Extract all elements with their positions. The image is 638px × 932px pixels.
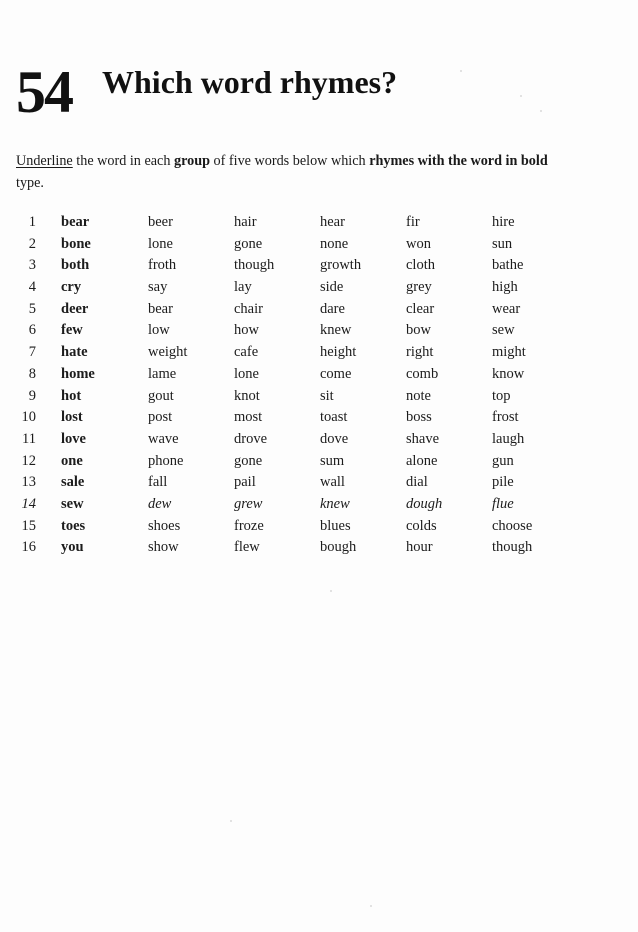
word-option[interactable]: dew [148,495,172,512]
table-row [0,537,638,559]
word-option[interactable]: though [234,257,275,274]
word-option[interactable]: wear [492,300,521,317]
word-option[interactable]: low [148,322,170,339]
row-number: 1 [28,214,36,230]
word-option[interactable]: high [492,279,518,296]
table-row [0,407,638,429]
table-row [0,299,638,321]
paper-speck [520,95,522,97]
word-option[interactable]: froth [148,257,177,274]
word-option[interactable]: lay [234,279,252,296]
word-option[interactable]: chair [234,300,263,317]
bold-key-word: bear [61,214,90,230]
word-option[interactable]: frost [492,409,519,426]
word-option[interactable]: sun [492,235,513,252]
word-option[interactable]: knew [320,322,352,339]
word-option[interactable]: show [148,539,179,556]
table-row [0,320,638,342]
word-option[interactable]: bathe [492,257,524,274]
word-option[interactable]: froze [234,517,264,534]
instruction-keyword-group: group [173,153,210,169]
row-number: 11 [22,430,36,447]
table-row [0,451,638,473]
table-row [0,212,638,234]
row-number: 7 [28,344,36,361]
word-option[interactable]: laugh [492,430,525,447]
word-option[interactable]: dare [320,300,345,317]
paper-speck [370,905,372,907]
word-option[interactable]: lone [148,235,173,252]
word-option[interactable]: cloth [406,257,435,274]
word-option[interactable]: know [492,365,525,382]
bold-key-word: hate [61,344,88,361]
row-number: 9 [28,387,36,404]
row-number: 12 [21,452,36,469]
instruction-text: of five words below which [210,153,370,169]
word-option[interactable]: hear [320,214,345,230]
word-table [0,212,638,559]
word-option[interactable]: pail [234,474,256,491]
row-number: 16 [21,539,36,556]
row-number: 5 [28,300,36,317]
row-number: 8 [28,365,36,382]
word-option[interactable]: bough [320,539,357,556]
bold-key-word: sew [61,495,84,512]
row-number: 10 [21,409,36,426]
word-option[interactable]: comb [406,365,439,382]
bold-key-word: deer [61,300,89,317]
row-number: 4 [28,279,36,296]
word-option[interactable]: come [320,365,352,382]
bold-key-word: lost [61,409,83,426]
word-option[interactable]: weight [148,344,188,361]
word-option[interactable]: drove [234,430,268,447]
word-option[interactable]: right [406,344,434,361]
word-option[interactable]: knot [234,387,260,404]
word-option[interactable]: toast [320,409,348,426]
word-option[interactable]: sit [320,387,334,404]
word-option[interactable]: grey [406,279,432,296]
word-option[interactable]: sum [320,452,345,469]
word-option[interactable]: say [148,279,168,296]
paper-speck [230,820,232,822]
word-option[interactable]: knew [320,495,350,512]
word-option[interactable]: how [234,322,259,339]
bold-key-word: one [61,452,83,469]
word-option[interactable]: fall [148,474,168,491]
table-row [0,429,638,451]
table-row [0,342,638,364]
word-option[interactable]: wall [320,474,345,491]
word-option[interactable]: won [406,235,431,252]
instructions [16,150,576,194]
bold-key-word: you [61,539,84,556]
word-option[interactable]: most [234,409,263,426]
word-option[interactable]: pile [492,474,514,491]
bold-key-word: hot [61,387,82,404]
row-number: 14 [21,495,36,512]
word-option[interactable]: post [148,409,173,426]
word-option[interactable]: flue [492,495,514,512]
word-option[interactable]: might [492,344,526,361]
paper-speck [540,110,542,112]
paper-speck [460,70,462,72]
row-number: 3 [28,257,36,274]
word-option[interactable]: gone [234,235,263,252]
word-option[interactable]: gone [234,452,263,469]
table-row [0,277,638,299]
word-option[interactable]: shave [406,430,440,447]
word-option[interactable]: though [492,539,533,556]
word-option[interactable]: cafe [234,344,259,361]
row-number: 15 [21,517,36,534]
paper-speck [330,590,332,592]
page-title: Which word rhymes? [102,64,398,100]
word-option[interactable]: dove [320,430,349,447]
bold-key-word: few [61,322,83,339]
table-row [0,494,638,516]
word-option[interactable]: shoes [148,517,181,534]
word-option[interactable]: grew [234,495,263,512]
word-option[interactable]: height [320,344,357,361]
word-option[interactable]: side [320,279,344,296]
word-option[interactable]: none [320,235,349,252]
instruction-keyword-underline: Underline [16,153,73,169]
instruction-keyword-rhymes: rhymes with the word in bold [369,153,548,169]
word-option[interactable]: note [406,387,431,404]
row-number: 2 [28,235,36,252]
word-option[interactable]: beer [148,214,173,230]
word-option[interactable]: gout [148,387,174,404]
word-option[interactable]: colds [406,517,437,534]
word-option[interactable]: flew [234,539,260,556]
word-option[interactable]: hour [406,539,433,556]
table-row [0,386,638,408]
table-row [0,255,638,277]
word-option[interactable]: fir [406,214,420,230]
word-option[interactable]: growth [320,257,362,274]
bold-key-word: both [61,257,90,274]
bold-key-word: sale [61,474,85,491]
word-option[interactable]: hair [234,214,257,230]
word-option[interactable]: lone [234,365,259,382]
bold-key-word: home [61,365,95,382]
word-option[interactable]: clear [406,300,435,317]
row-number: 13 [21,474,36,491]
word-option[interactable]: dial [406,474,428,491]
bold-key-word: bone [61,235,91,252]
word-option[interactable]: gun [492,452,514,469]
table-row [0,472,638,494]
word-option[interactable]: wave [148,430,179,447]
lesson-number: 54 [16,59,72,125]
word-option[interactable]: lame [148,365,177,382]
instruction-text: the word in each [72,153,174,169]
word-option[interactable]: boss [406,409,432,426]
bold-key-word: toes [61,517,86,534]
row-number: 6 [28,322,36,339]
table-row [0,234,638,256]
word-option[interactable]: bow [406,322,431,339]
word-option[interactable]: sew [492,322,515,339]
worksheet-header [16,60,616,124]
table-row [0,364,638,386]
word-option[interactable]: alone [406,452,438,469]
word-option[interactable]: hire [492,214,515,230]
instruction-text: type. [16,175,44,191]
word-option[interactable]: choose [492,517,533,534]
word-option[interactable]: phone [148,452,184,469]
word-option[interactable]: blues [320,517,351,534]
table-row [0,516,638,538]
word-option[interactable]: dough [406,495,443,512]
word-option[interactable]: bear [148,300,173,317]
word-option[interactable]: top [492,387,511,404]
bold-key-word: love [61,430,86,447]
bold-key-word: cry [61,279,82,296]
